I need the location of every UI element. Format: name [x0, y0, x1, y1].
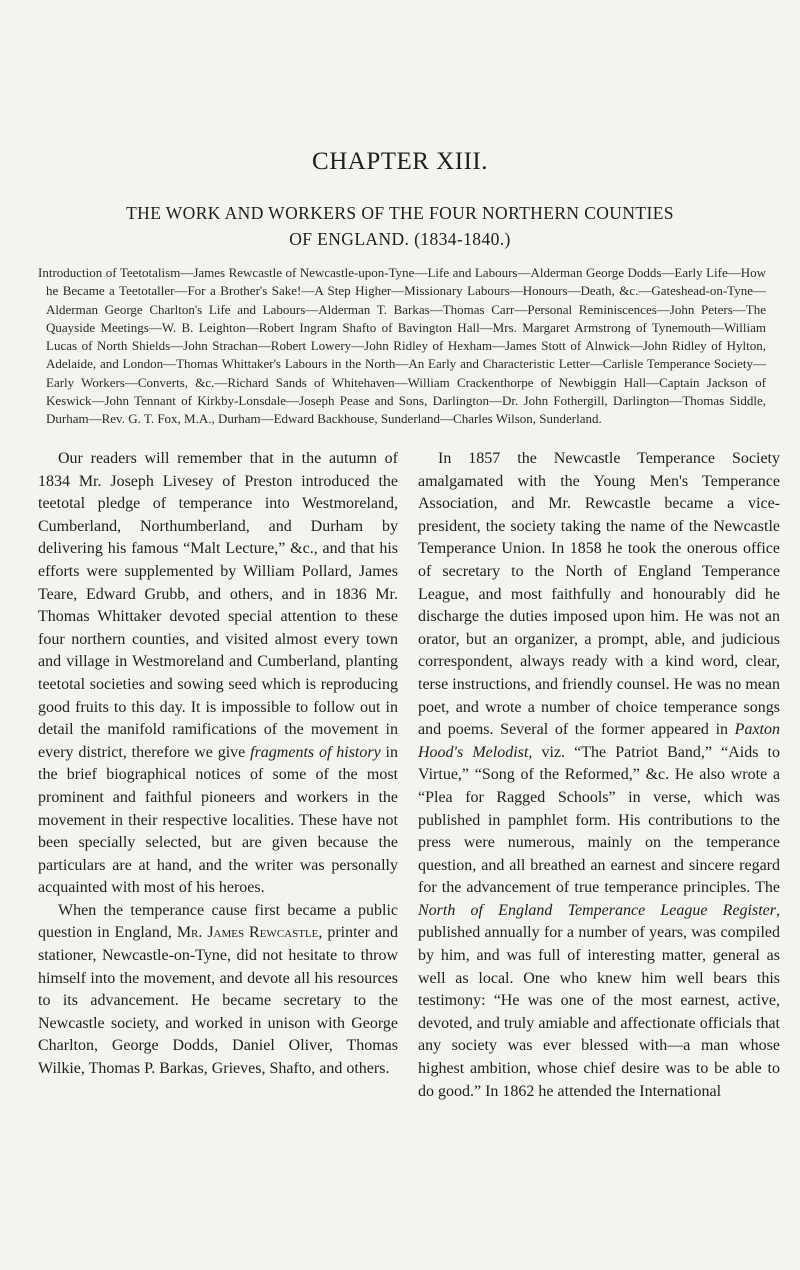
paragraph: When the temperance cause first became a public question in England, Mr. James Rewcastle, printer and stationer, Newcastle-on-Tyne, did not hesitate to throw himself into the movement, and devote all his resources to its advancement. He became secretary to the Newcastle society, and worked in unison with George Charlton, George Dodds, Daniel Oliver, Thomas Wilkie, Thomas P. Barkas, Grieves, Shafto, and others.: [38, 901, 399, 1078]
chapter-summary: Introduction of Teetotalism—James Rewcastle of Newcastle-upon-Tyne—Life and Labours—Alderman George Dodds—Early Life—How he Became a Teetotaller—For a Brother's Sake!—A Step Higher—Missionary Labours—Honours—Death, &c.—Gateshead-on-Tyne—Alderman George Charlton's Life and Labours—Alderman T. Barkas—Thomas Carr—Personal Reminiscences—John Peters—The Quayside Meetings—W. B. Leighton—Robert Ingram Shafto of Bavington Hall—Mrs. Margaret Armstrong of Tynemouth—William Lucas of North Shields—John Strachan—Robert Lowery—John Ridley of Hexham—James Stott of Alnwick—John Ridley of Hylton, Adelaide, and London—Thomas Whittaker's Labours in the North—An Early and Characteristic Letter—Carlisle Temperance Society—Early Workers—Converts, &c.—Richard Sands of Whitehaven—William Crackenthorpe of Newbiggin Hall—Captain Jackson of Keswick—John Tennant of Kirkby-Lonsdale—Joseph Pease and Sons, Darlington—Dr. John Fothergill, Darlington—Thomas Siddle, Durham—Rev. G. T. Fox, M.A., Durham—Edward Backhouse, Sunderland—Charles Wilson, Sunderland.: [38, 265, 766, 427]
emphasis: Paxton Hood's Melodist: [418, 721, 780, 761]
chapter-title: [70, 200, 730, 252]
emphasis: fragments of history: [250, 743, 381, 761]
chapter-title-line-2: OF ENGLAND. (1834-1840.): [289, 229, 511, 249]
paragraph: In 1857 the Newcastle Temperance Society amalgamated with the Young Men's Temperance Association, and Mr. Rewcastle became a vice-president, the society taking the name of the Newcastle Temperance Union. In 1858 he took the onerous office of secretary to the North of England Temperance League, and most faithfully and honourably did he discharge the duties imposed upon him. He was not an orator, but an organizer, a prompt, able, and judicious correspondent, always ready with a kind word, clear, terse instructions, and friendly counsel. He was no mean poet, and wrote a number of choice temperance songs and poems. Several of the former appeared in Paxton Hood's Melodist, viz. “The Patriot Band,” “Aids to Virtue,” “Song of the Reformed,” &c. He also wrote a “Plea for Ragged Schools” in verse, which was published in pamphlet form. His contributions to the press were numerous, mainly on the temperance question, and all breathed an earnest and sincere regard for the advancement of true temperance principles. The North of England Temperance League Register, published annually for a number of years, was compiled by him, and was full of interesting matter, general as well as local. One who knew him well bears this testimony: “He was one of the most earnest, active, devoted, and truly amiable and affectionate officials that any society was ever blessed with—a man whose highest ambition, whose chief desire was to be able to do good.” In 1862 he attended the International: [418, 450, 780, 1100]
chapter-title-line-1: THE WORK AND WORKERS OF THE FOUR NORTHERN COUNTIES: [126, 203, 674, 223]
emphasis: North of England Temperance League Register: [418, 901, 776, 919]
chapter-heading: CHAPTER XIII.: [312, 148, 488, 175]
paragraph: Our readers will remember that in the autumn of 1834 Mr. Joseph Livesey of Preston introduced the teetotal pledge of temperance into Westmoreland, Cumberland, Northumberland, and Durham by delivering his famous “Malt Lecture,” &c., and that his efforts were supplemented by William Pollard, James Teare, Edward Grubb, and others, and in 1836 Mr. Thomas Whittaker devoted special attention to these four northern counties, and visited almost every town and village in Westmoreland and Cumberland, planting teetotal societies and sowing seed which is reproducing good fruits to this day. It is impossible to follow out in detail the manifold ramifications of the movement in every district, therefore we give fragments of history in the brief biographical notices of some of the most prominent and faithful pioneers and workers in the movement in their respective localities. These have not been specially selected, but are given because the particulars are at hand, and the writer was personally acquainted with most of his heroes.: [38, 450, 398, 897]
right-column: [418, 448, 780, 1103]
small-caps-name: Mr. James Rewcastle: [176, 924, 319, 942]
left-column: [38, 448, 398, 1081]
